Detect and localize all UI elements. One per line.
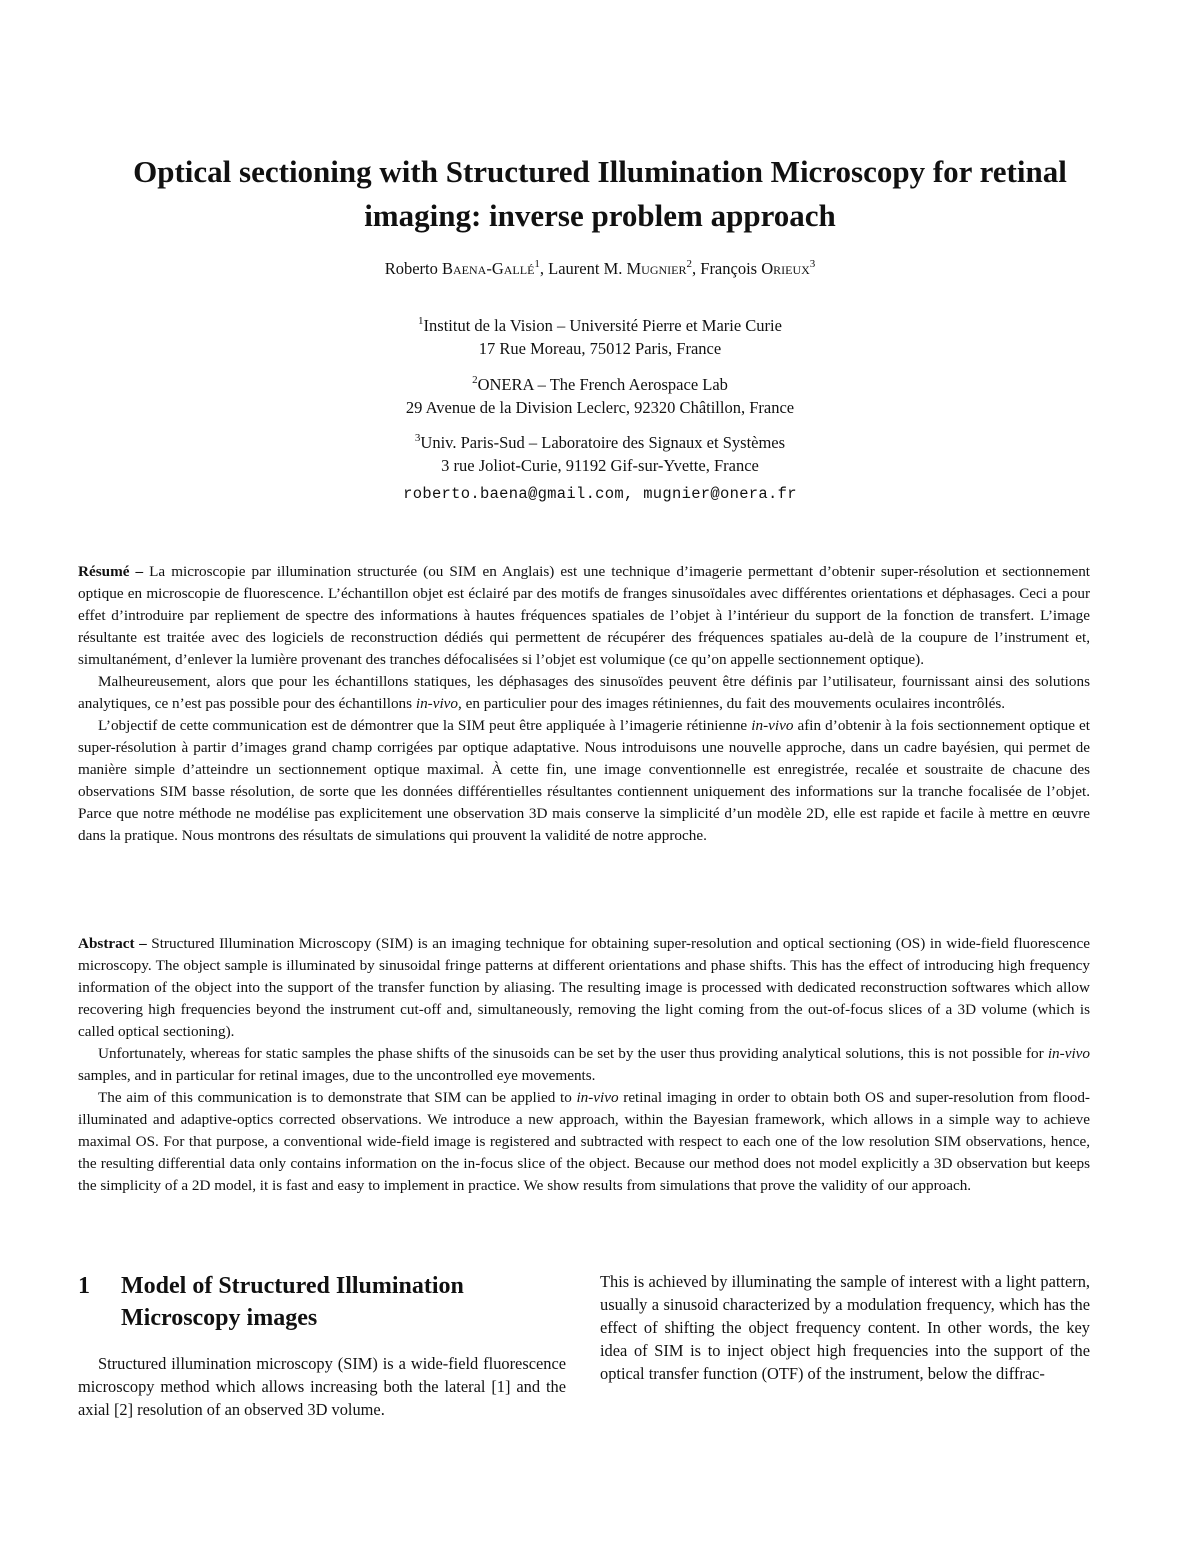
resume-paragraph-3: L’objectif de cette communication est de démontrer que la SIM peut être appliquée à l’imagerie rétinienne in-vivo afin d’obtenir à la fois sectionnement optique et super-résolution à partir d’images grand champ corrigées par optique adaptative. Nous introduisons une nouvelle approche, dans un cadre bayésien, qui permet de manière simple d’atteindre un sectionnement optique maximal. À cette fin, une image conventionnelle est enregistrée, recalée et soustraite de chacune des observations SIM basse résolution, de sorte que les données différentielles résultantes contiennent uniquement des informations sur la tranche focalisée de l’objet. Parce que notre méthode ne modélise pas explicitement une observation 3D mais conserve la simplicité d’un modèle 2D, elle est rapide et facile à mettre en œuvre dans la pratique. Nous montrons des résultats de simulations qui prouvent la validité de notre approche. bbox=[78, 717, 1090, 844]
affiliation-3: $^3$Univ. Paris-Sud – Laboratoire des Signaux et Systèmes 3 rue Joliot-Curie, 91192 Gif-sur-Yvette, France bbox=[414, 431, 786, 475]
section-title: Model of Structured Illumination Microscopy images bbox=[121, 1273, 464, 1331]
author-1: Roberto Baena-Gallé$^1$ bbox=[384, 257, 540, 278]
resume-paragraph-2: Malheureusement, alors que pour les échantillons statiques, les déphasages des sinusoïdes peuvent être définis par l’utilisateur, fournissant ainsi des solutions analytiques, ce n’est pas possible pour des échantillons in-vivo, en particulier pour des images rétiniennes, du fait des mouvements oculaires incontrôlés. bbox=[78, 673, 1090, 712]
right-column bbox=[600, 1270, 1090, 1385]
abstract-block bbox=[78, 933, 1090, 1197]
author-3: François Orieux$^3$ bbox=[700, 257, 816, 278]
author-2: Laurent M. Mugnier$^2$ bbox=[548, 257, 693, 278]
section-1-continuation: This is achieved by illuminating the sample of interest with a light pattern, usually a sinusoid characterized by a modulation frequency, which has the effect of shifting the object frequency content. In other words, the key idea of SIM is to inject object high frequencies into the support of the optical transfer function (OTF) of the instrument, below the diffrac- bbox=[600, 1272, 1090, 1383]
section-number: 1 bbox=[78, 1273, 90, 1299]
resume-block bbox=[78, 561, 1090, 847]
affiliation-2: $^2$ONERA – The French Aerospace Lab 29 Avenue de la Division Leclerc, 92320 Châtillon, France bbox=[405, 373, 795, 417]
abstract-paragraph-1: Abstract – Structured Illumination Microscopy (SIM) is an imaging technique for obtaining super-resolution and optical sectioning (OS) in wide-field fluorescence microscopy. The object sample is illuminated by sinusoidal fringe patterns at different orientations and phase shifts. This has the effect of introducing high frequency information of the object into the support of the transfer function by aliasing. The resulting image is processed with dedicated reconstruction softwares which allow recovering high frequencies beyond the instrument cut-off and, simultaneously, removing the light coming from the out-of-focus slices of a 3D volume (which is called optical sectioning). bbox=[78, 935, 1090, 1040]
resume-paragraph-1: Résumé – La microscopie par illumination structurée (ou SIM en Anglais) est une technique d’imagerie permettant d’obtenir super-résolution et sectionnement optique en microscopie de fluorescence. L’échantillon objet est éclairé par des motifs de franges sinusoïdales avec différentes orientations et déphasages. Ceci a pour effet d’introduire par repliement de spectre des informations à hautes fréquences spatiales de l’objet à l’intérieur du support de la fonction de transfert. L’image résultante est traitée avec des logiciels de reconstruction dédiés qui permettent de récupérer des fréquences spatiales au-delà de la coupure de l’instrument et, simultanément, d’enlever la lumière provenant des tranches défocalisées si l’objet est volumique (ce qu’on appelle sectionnement optique). bbox=[78, 563, 1091, 668]
resume-label: Résumé – bbox=[78, 563, 144, 580]
contact-email: roberto.baena@gmail.com, mugnier@onera.fr bbox=[403, 485, 797, 503]
affiliation-1: $^1$Institut de la Vision – Université Pierre et Marie Curie 17 Rue Moreau, 75012 Paris, France bbox=[418, 314, 782, 358]
left-column bbox=[78, 1270, 566, 1421]
abstract-label: Abstract – bbox=[78, 935, 147, 952]
section-1-paragraph: Structured illumination microscopy (SIM) is a wide-field fluorescence microscopy method which allows increasing both the lateral [1] and the axial [2] resolution of an observed 3D volume. bbox=[78, 1354, 566, 1419]
section-1-heading bbox=[78, 1270, 566, 1334]
abstract-paragraph-3: The aim of this communication is to demonstrate that SIM can be applied to in-vivo retinal imaging in order to obtain both OS and super-resolution from flood-illuminated and adaptive-optics corrected observations. We introduce a new approach, within the Bayesian framework, which allows in a simple way to achieve maximal OS. For that purpose, a conventional wide-field image is registered and subtracted with respect to each one of the low resolution SIM observations, hence, the resulting differential data only contains information on the in-focus slice of the object. Because our method does not model explicitly a 3D observation but keeps the simplicity of a 2D model, it is fast and easy to implement in practice. We show results from simulations that prove the validity of our approach. bbox=[78, 1089, 1090, 1194]
abstract-paragraph-2: Unfortunately, whereas for static samples the phase shifts of the sinusoids can be set by the user thus providing analytical solutions, this is not possible for in-vivo samples, and in particular for retinal images, due to the uncontrolled eye movements. bbox=[78, 1045, 1090, 1084]
author-list: Roberto Baena-Gallé$^1$, Laurent M. Mugnier$^2$, François Orieux$^3$ bbox=[384, 257, 816, 278]
paper-title: Optical sectioning with Structured Illumination Microscopy for retinal imaging: inverse problem approach bbox=[133, 154, 1067, 233]
